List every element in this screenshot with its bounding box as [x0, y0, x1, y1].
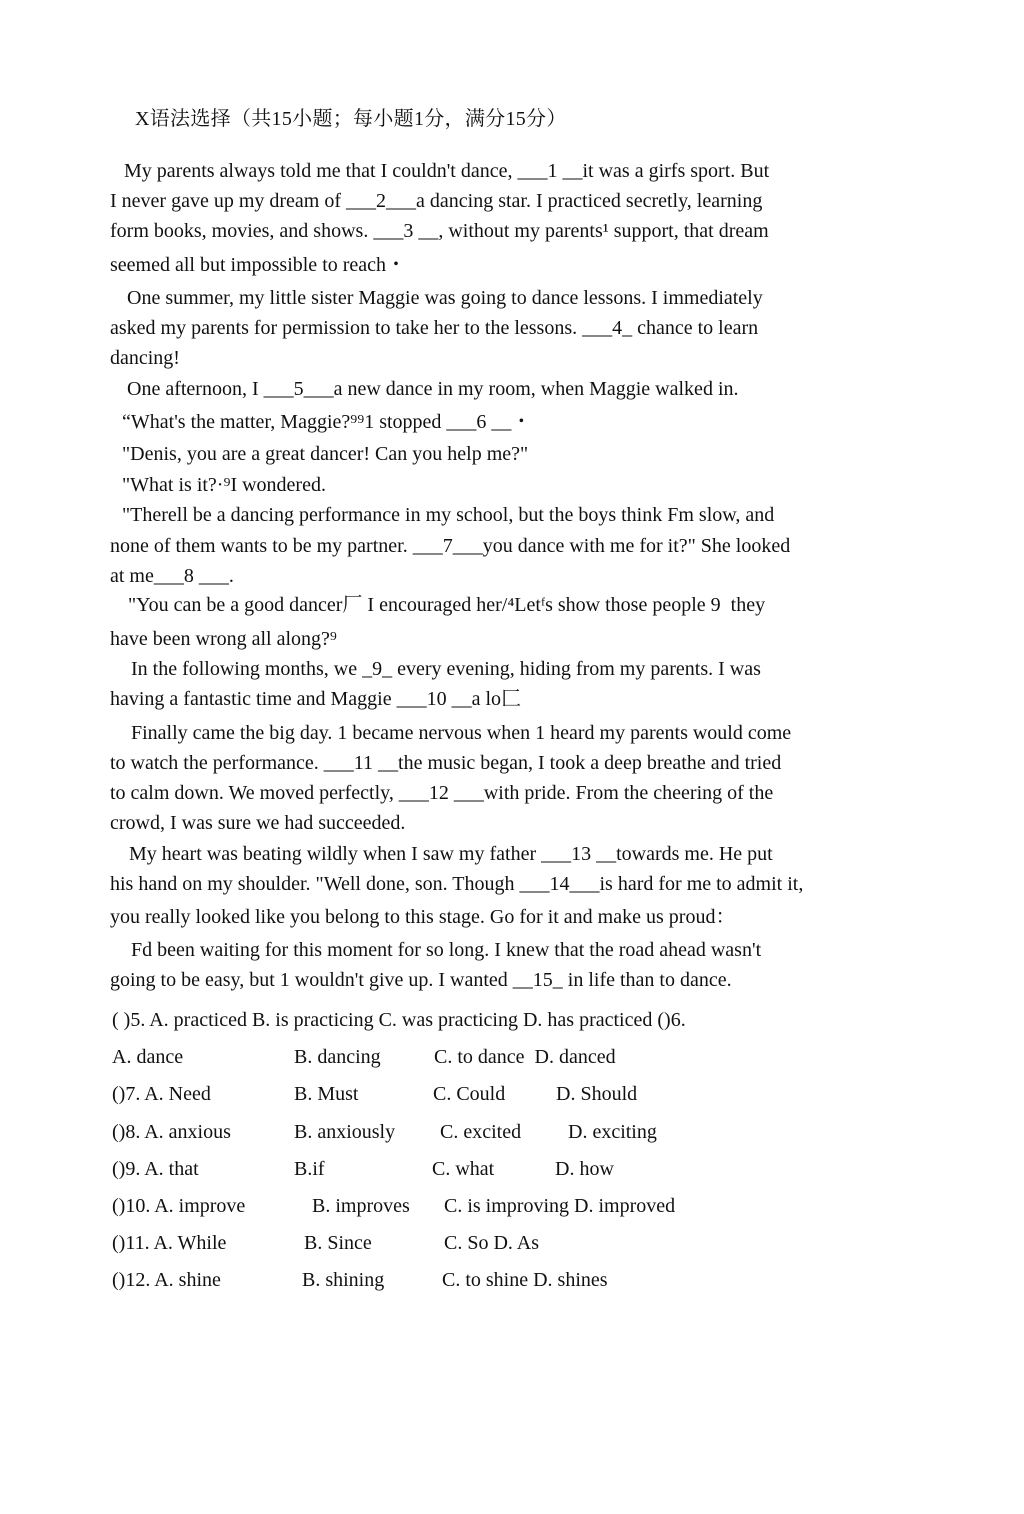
- passage-line: My heart was beating wildly when I saw my father ___13 __towards me. He put: [124, 843, 773, 865]
- passage-line: I never gave up my dream of ___2___a dancing star. I practiced secretly, learning: [110, 190, 763, 212]
- option-text: B. Must: [294, 1083, 359, 1105]
- option-text: C. to dance D. danced: [434, 1046, 616, 1068]
- option-text: C. to shine D. shines: [442, 1269, 608, 1291]
- passage-line: "Denis, you are a great dancer! Can you help me?": [122, 443, 529, 465]
- passage-line: dancing!: [110, 347, 180, 369]
- passage-line: asked my parents for permission to take her to the lessons. ___4_ chance to learn: [110, 317, 759, 339]
- option-text: ()7. A. Need: [112, 1083, 211, 1105]
- option-text: C. Could: [433, 1083, 506, 1105]
- passage-line: to watch the performance. ___11 __the music began, I took a deep breathe and tried: [110, 752, 782, 774]
- option-text: D. how: [555, 1158, 614, 1180]
- passage-line: "Therell be a dancing performance in my school, but the boys think Fm slow, and: [122, 504, 775, 526]
- option-text: B. Since: [304, 1232, 372, 1254]
- option-text: C. what: [432, 1158, 495, 1180]
- passage-line: going to be easy, but 1 wouldn't give up. I wanted __15_ in life than to dance.: [110, 969, 732, 991]
- option-text: B. dancing: [294, 1046, 381, 1068]
- option-text: C. excited: [440, 1121, 522, 1143]
- option-text: D. Should: [556, 1083, 638, 1105]
- option-text: B.if: [294, 1158, 325, 1180]
- option-text: B. anxiously: [294, 1121, 396, 1143]
- passage-line: seemed all but impossible to reach・: [110, 254, 407, 276]
- option-text: ()10. A. improve: [112, 1195, 246, 1217]
- passage-line: form books, movies, and shows. ___3 __, without my parents¹ support, that dream: [110, 220, 769, 242]
- option-text: ()11. A. While: [112, 1232, 227, 1254]
- passage-line: have been wrong all along?⁹: [110, 628, 337, 650]
- passage-line: In the following months, we _9_ every evening, hiding from my parents. I was: [126, 658, 761, 680]
- passage-line: crowd, I was sure we had succeeded.: [110, 812, 406, 834]
- section-heading: X语法选择（共15小题；每小题1分，满分15分）: [135, 108, 567, 130]
- passage-line: Finally came the big day. 1 became nervous when 1 heard my parents would come: [126, 722, 792, 744]
- option-text: B. shining: [302, 1269, 385, 1291]
- option-text: ()9. A. that: [112, 1158, 199, 1180]
- passage-line: to calm down. We moved perfectly, ___12 ___with pride. From the cheering of the: [110, 782, 774, 804]
- passage-line: Fd been waiting for this moment for so long. I knew that the road ahead wasn't: [126, 939, 762, 961]
- passage-line: his hand on my shoulder. "Well done, son. Though ___14___is hard for me to admit it,: [110, 873, 804, 895]
- passage-line: "You can be a good dancer厂 I encouraged her/⁴Letᶠs show those people 9 they: [128, 594, 766, 616]
- passage-line: My parents always told me that I couldn't dance, ___1 __it was a girfs sport. But: [114, 160, 770, 182]
- option-text: B. improves: [312, 1195, 410, 1217]
- option-text: C. So D. As: [444, 1232, 540, 1254]
- passage-line: “What's the matter, Maggie?⁹⁹1 stopped ___6 __・: [122, 411, 532, 433]
- passage-line: "What is it?·⁹I wondered.: [122, 474, 326, 496]
- passage-line: having a fantastic time and Maggie ___10 __a lo匚: [110, 688, 522, 710]
- option-text: ( )5. A. practiced B. is practicing C. was practicing D. has practiced ()6.: [112, 1009, 686, 1031]
- option-text: D. exciting: [568, 1121, 657, 1143]
- option-text: ()8. A. anxious: [112, 1121, 231, 1143]
- passage-line: One summer, my little sister Maggie was going to dance lessons. I immediately: [122, 287, 763, 309]
- passage-line: none of them wants to be my partner. ___7___you dance with me for it?" She looked: [110, 535, 791, 557]
- passage-line: One afternoon, I ___5___a new dance in my room, when Maggie walked in.: [122, 378, 739, 400]
- passage-line: you really looked like you belong to this stage. Go for it and make us proud：: [110, 906, 736, 928]
- passage-line: at me___8 ___.: [110, 565, 234, 587]
- option-text: A. dance: [112, 1046, 184, 1068]
- option-text: ()12. A. shine: [112, 1269, 221, 1291]
- option-text: C. is improving D. improved: [444, 1195, 676, 1217]
